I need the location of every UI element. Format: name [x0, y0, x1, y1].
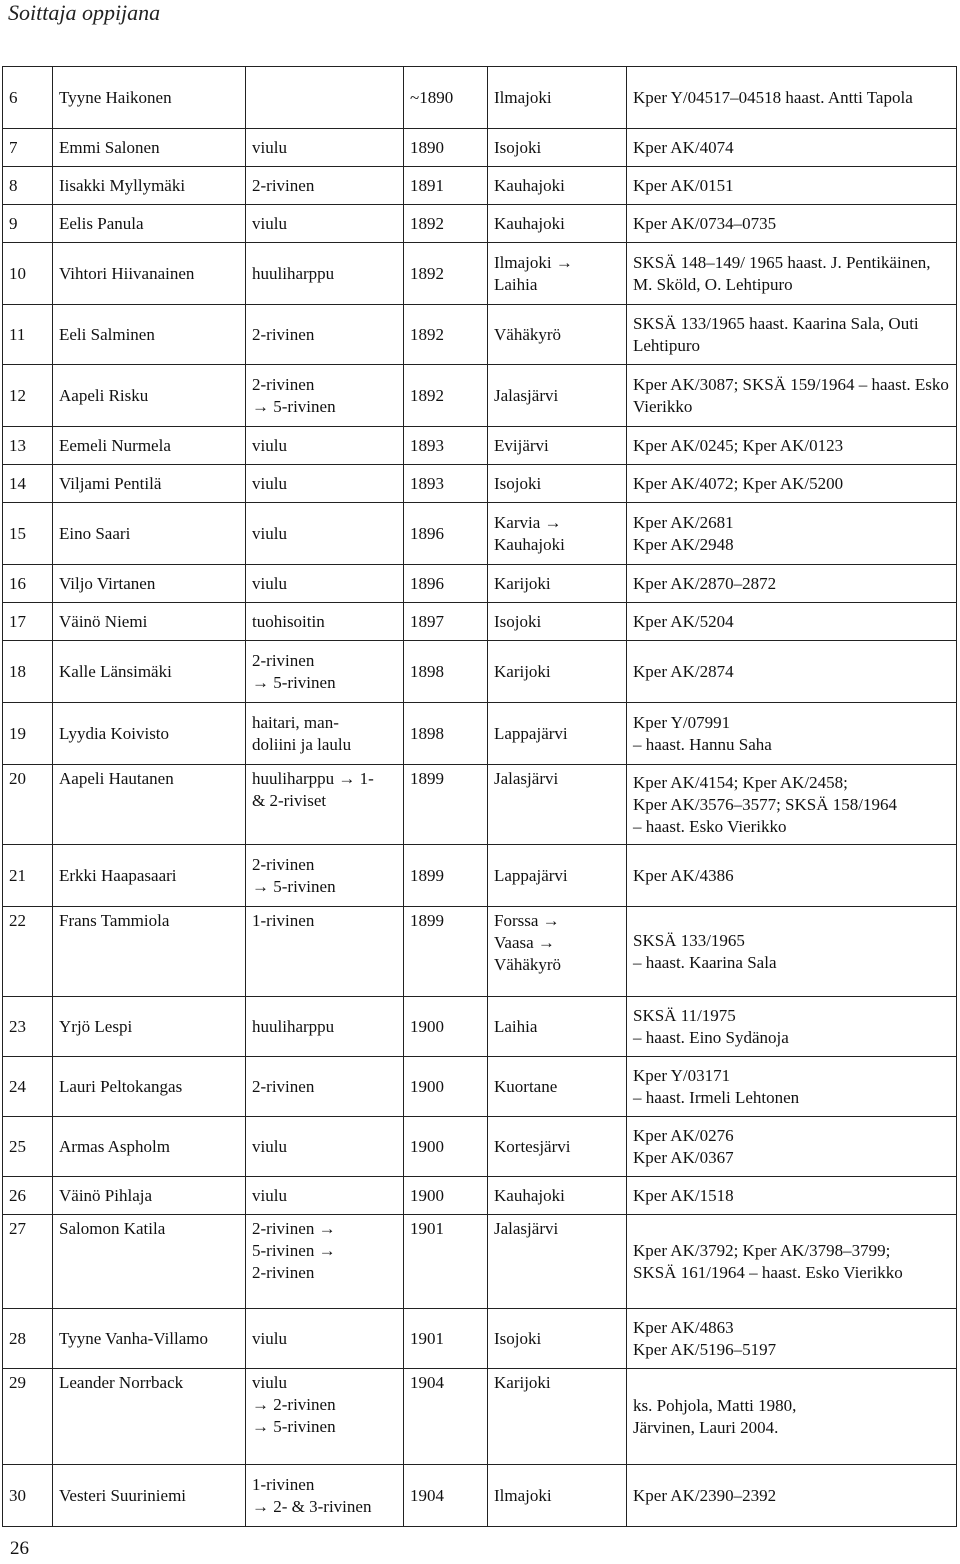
cell-instrument [246, 67, 404, 129]
cell-place: Jalasjärvi [488, 765, 627, 845]
cell-name: Tyyne Haikonen [53, 67, 246, 129]
cell-source: SKSÄ 11/1975 – haast. Eino Sydänoja [627, 997, 957, 1057]
cell-no: 17 [3, 603, 53, 641]
cell-name: Armas Aspholm [53, 1117, 246, 1177]
cell-source: ks. Pohjola, Matti 1980, Järvinen, Lauri 2004. [627, 1369, 957, 1465]
cell-place: Isojoki [488, 1309, 627, 1369]
cell-no: 16 [3, 565, 53, 603]
cell-instrument: viulu [246, 1117, 404, 1177]
table-row [3, 1309, 957, 1369]
cell-no: 19 [3, 703, 53, 765]
cell-year: 1899 [404, 765, 488, 845]
cell-no: 26 [3, 1177, 53, 1215]
cell-instrument: 1-rivinen → 2- & 3-rivinen [246, 1465, 404, 1527]
cell-no: 7 [3, 129, 53, 167]
table-row [3, 503, 957, 565]
cell-source: Kper AK/3792; Kper AK/3798–3799; SKSÄ 161/1964 – haast. Esko Vierikko [627, 1215, 957, 1309]
cell-name: Eino Saari [53, 503, 246, 565]
cell-instrument: huuliharppu [246, 997, 404, 1057]
cell-no: 20 [3, 765, 53, 845]
cell-name: Salomon Katila [53, 1215, 246, 1309]
cell-year: ~1890 [404, 67, 488, 129]
table-row [3, 1465, 957, 1527]
cell-instrument: viulu [246, 1177, 404, 1215]
cell-year: 1892 [404, 365, 488, 427]
cell-instrument: viulu [246, 465, 404, 503]
cell-place: Jalasjärvi [488, 365, 627, 427]
table-row [3, 427, 957, 465]
cell-name: Erkki Haapasaari [53, 845, 246, 907]
table-row [3, 205, 957, 243]
cell-source: SKSÄ 148–149/ 1965 haast. J. Pentikäinen, M. Sköld, O. Lehtipuro [627, 243, 957, 305]
cell-place: Lappajärvi [488, 703, 627, 765]
cell-source: Kper AK/1518 [627, 1177, 957, 1215]
table-row [3, 765, 957, 845]
cell-no: 8 [3, 167, 53, 205]
cell-place: Jalasjärvi [488, 1215, 627, 1309]
table-row [3, 997, 957, 1057]
cell-place: Kauhajoki [488, 1177, 627, 1215]
cell-place: Kortesjärvi [488, 1117, 627, 1177]
table-row [3, 67, 957, 129]
cell-source: Kper AK/0734–0735 [627, 205, 957, 243]
cell-year: 1896 [404, 503, 488, 565]
cell-source: Kper AK/4863 Kper AK/5196–5197 [627, 1309, 957, 1369]
cell-name: Tyyne Vanha-Villamo [53, 1309, 246, 1369]
cell-place: Isojoki [488, 465, 627, 503]
cell-instrument: viulu [246, 1309, 404, 1369]
table-row [3, 129, 957, 167]
cell-year: 1890 [404, 129, 488, 167]
cell-instrument: haitari, man- doliini ja laulu [246, 703, 404, 765]
cell-place: Forssa → Vaasa → Vähäkyrö [488, 907, 627, 997]
cell-year: 1899 [404, 845, 488, 907]
cell-instrument: 2-rivinen [246, 167, 404, 205]
cell-instrument: huuliharppu [246, 243, 404, 305]
cell-name: Lauri Peltokangas [53, 1057, 246, 1117]
table-row [3, 565, 957, 603]
cell-no: 18 [3, 641, 53, 703]
cell-place: Ilmajoki [488, 67, 627, 129]
cell-place: Kauhajoki [488, 205, 627, 243]
cell-name: Vihtori Hiivanainen [53, 243, 246, 305]
cell-year: 1901 [404, 1215, 488, 1309]
cell-no: 13 [3, 427, 53, 465]
cell-year: 1891 [404, 167, 488, 205]
cell-source: Kper AK/4074 [627, 129, 957, 167]
cell-no: 14 [3, 465, 53, 503]
cell-name: Väinö Niemi [53, 603, 246, 641]
cell-no: 10 [3, 243, 53, 305]
cell-source: Kper AK/0245; Kper AK/0123 [627, 427, 957, 465]
cell-place: Karvia → Kauhajoki [488, 503, 627, 565]
table-row [3, 465, 957, 503]
cell-name: Viljo Virtanen [53, 565, 246, 603]
cell-no: 15 [3, 503, 53, 565]
table-row [3, 703, 957, 765]
cell-year: 1892 [404, 305, 488, 365]
cell-no: 9 [3, 205, 53, 243]
table-row [3, 167, 957, 205]
cell-name: Väinö Pihlaja [53, 1177, 246, 1215]
cell-year: 1898 [404, 703, 488, 765]
cell-year: 1892 [404, 243, 488, 305]
cell-source: Kper AK/2874 [627, 641, 957, 703]
table-row [3, 305, 957, 365]
cell-instrument: 2-rivinen [246, 305, 404, 365]
cell-place: Isojoki [488, 603, 627, 641]
cell-place: Lappajärvi [488, 845, 627, 907]
cell-name: Vesteri Suuriniemi [53, 1465, 246, 1527]
cell-name: Eeli Salminen [53, 305, 246, 365]
cell-no: 22 [3, 907, 53, 997]
table-row [3, 1215, 957, 1309]
cell-year: 1900 [404, 1117, 488, 1177]
cell-instrument: tuohisoitin [246, 603, 404, 641]
cell-year: 1900 [404, 1057, 488, 1117]
cell-place: Laihia [488, 997, 627, 1057]
cell-year: 1896 [404, 565, 488, 603]
cell-instrument: viulu [246, 565, 404, 603]
cell-place: Karijoki [488, 641, 627, 703]
cell-source: Kper AK/2870–2872 [627, 565, 957, 603]
cell-year: 1893 [404, 465, 488, 503]
table-row [3, 1117, 957, 1177]
cell-year: 1900 [404, 1177, 488, 1215]
cell-place: Evijärvi [488, 427, 627, 465]
cell-name: Kalle Länsimäki [53, 641, 246, 703]
cell-no: 27 [3, 1215, 53, 1309]
cell-instrument: 1-rivinen [246, 907, 404, 997]
table-row [3, 1057, 957, 1117]
cell-place: Kauhajoki [488, 167, 627, 205]
cell-no: 29 [3, 1369, 53, 1465]
cell-no: 30 [3, 1465, 53, 1527]
player-table [2, 66, 957, 1527]
cell-year: 1901 [404, 1309, 488, 1369]
cell-no: 12 [3, 365, 53, 427]
cell-year: 1900 [404, 997, 488, 1057]
cell-year: 1904 [404, 1465, 488, 1527]
cell-instrument: viulu → 2-rivinen → 5-rivinen [246, 1369, 404, 1465]
cell-no: 23 [3, 997, 53, 1057]
table-row [3, 1177, 957, 1215]
page-number: 26 [10, 1538, 29, 1559]
cell-instrument: 2-rivinen → 5-rivinen → 2-rivinen [246, 1215, 404, 1309]
table-row [3, 641, 957, 703]
cell-name: Eelis Panula [53, 205, 246, 243]
cell-no: 11 [3, 305, 53, 365]
cell-instrument: 2-rivinen → 5-rivinen [246, 641, 404, 703]
cell-name: Aapeli Hautanen [53, 765, 246, 845]
cell-year: 1892 [404, 205, 488, 243]
cell-year: 1897 [404, 603, 488, 641]
cell-name: Iisakki Myllymäki [53, 167, 246, 205]
cell-name: Viljami Pentilä [53, 465, 246, 503]
cell-source: Kper Y/07991 – haast. Hannu Saha [627, 703, 957, 765]
cell-source: Kper AK/2681 Kper AK/2948 [627, 503, 957, 565]
cell-name: Leander Norrback [53, 1369, 246, 1465]
cell-name: Eemeli Nurmela [53, 427, 246, 465]
cell-place: Kuortane [488, 1057, 627, 1117]
cell-source: SKSÄ 133/1965 haast. Kaarina Sala, Outi Lehtipuro [627, 305, 957, 365]
cell-no: 28 [3, 1309, 53, 1369]
table-row [3, 845, 957, 907]
page-header-title: Soittaja oppijana [8, 0, 161, 25]
cell-no: 21 [3, 845, 53, 907]
cell-source: Kper Y/04517–04518 haast. Antti Tapola [627, 67, 957, 129]
table-row [3, 1369, 957, 1465]
cell-source: SKSÄ 133/1965 – haast. Kaarina Sala [627, 907, 957, 997]
table-row [3, 907, 957, 997]
table-row [3, 243, 957, 305]
cell-no: 25 [3, 1117, 53, 1177]
cell-source: Kper Y/03171 – haast. Irmeli Lehtonen [627, 1057, 957, 1117]
cell-name: Yrjö Lespi [53, 997, 246, 1057]
cell-year: 1899 [404, 907, 488, 997]
cell-place: Vähäkyrö [488, 305, 627, 365]
cell-source: Kper AK/0276 Kper AK/0367 [627, 1117, 957, 1177]
cell-name: Lyydia Koivisto [53, 703, 246, 765]
cell-source: Kper AK/3087; SKSÄ 159/1964 – haast. Esko Vierikko [627, 365, 957, 427]
cell-source: Kper AK/0151 [627, 167, 957, 205]
cell-source: Kper AK/4154; Kper AK/2458; Kper AK/3576–3577; SKSÄ 158/1964 – haast. Esko Vierikko [627, 765, 957, 845]
cell-instrument: viulu [246, 427, 404, 465]
cell-instrument: 2-rivinen → 5-rivinen [246, 365, 404, 427]
cell-place: Ilmajoki → Laihia [488, 243, 627, 305]
cell-year: 1893 [404, 427, 488, 465]
table-row [3, 365, 957, 427]
cell-instrument: viulu [246, 205, 404, 243]
cell-instrument: viulu [246, 129, 404, 167]
cell-no: 6 [3, 67, 53, 129]
cell-place: Ilmajoki [488, 1465, 627, 1527]
cell-source: Kper AK/5204 [627, 603, 957, 641]
cell-year: 1904 [404, 1369, 488, 1465]
cell-name: Emmi Salonen [53, 129, 246, 167]
cell-instrument: huuliharppu → 1- & 2-riviset [246, 765, 404, 845]
cell-place: Karijoki [488, 565, 627, 603]
cell-instrument: 2-rivinen → 5-rivinen [246, 845, 404, 907]
cell-instrument: 2-rivinen [246, 1057, 404, 1117]
cell-place: Isojoki [488, 129, 627, 167]
cell-place: Karijoki [488, 1369, 627, 1465]
table-row [3, 603, 957, 641]
player-table-body [3, 67, 957, 1527]
cell-year: 1898 [404, 641, 488, 703]
cell-source: Kper AK/4072; Kper AK/5200 [627, 465, 957, 503]
cell-source: Kper AK/2390–2392 [627, 1465, 957, 1527]
cell-name: Aapeli Risku [53, 365, 246, 427]
cell-source: Kper AK/4386 [627, 845, 957, 907]
cell-name: Frans Tammiola [53, 907, 246, 997]
cell-no: 24 [3, 1057, 53, 1117]
cell-instrument: viulu [246, 503, 404, 565]
